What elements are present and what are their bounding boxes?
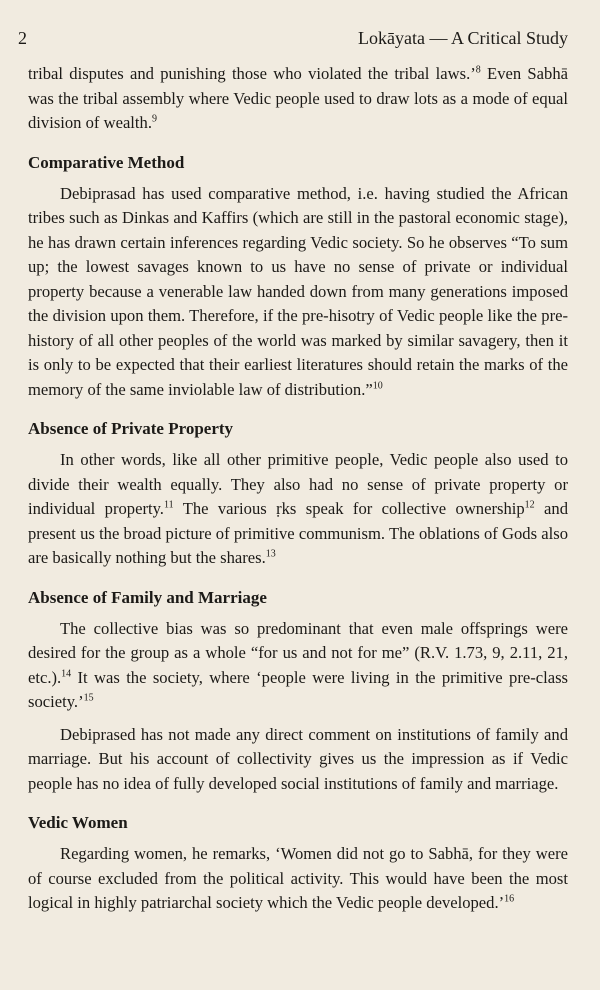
footnote-marker: 11: [163, 499, 174, 511]
footnote-marker: 8: [475, 64, 481, 76]
text-run: Debiprased has not made any direct comment on institutions of family and marriage. But his account of collectivity gives us the impression as if Vedic people has no idea of fully developed social institutions of family and marriage.: [28, 724, 568, 793]
paragraph: [28, 842, 568, 916]
text-run: Even Sabhā was the tribal assembly where Vedic people used to draw lots as a mode of equal division of wealth.: [28, 64, 568, 132]
paragraph: [28, 448, 568, 571]
footnote-marker: 10: [372, 379, 383, 391]
text-run: The collective bias was so predominant that even male offsprings were desired for the group as a whole “for us and not for me” (R.V. 1.73, 9, 2.11, 21, etc.).: [28, 618, 568, 687]
page-number: 2: [18, 28, 27, 48]
text-run: and present us the broad picture of primitive communism. The oblations of Gods also are basically nothing but the shares.: [28, 499, 568, 567]
running-header: [18, 28, 568, 49]
section-heading: Absence of Family and Marriage: [28, 587, 267, 607]
footnote-marker: 16: [504, 893, 515, 905]
footnote-marker: 14: [61, 667, 72, 679]
section-heading: Absence of Private Property: [28, 419, 234, 438]
text-run: The various ṛks speak for collective ownership: [173, 499, 525, 518]
page-body: [28, 62, 568, 916]
paragraph: [28, 723, 568, 797]
paragraph: [28, 62, 568, 136]
text-run: It was the society, where ‘people were living in the primitive pre-class society.’: [28, 667, 568, 711]
text-run: Debiprasad has used comparative method, i.e. having studied the African tribes such as Dinkas and Kaffirs (which are still in the pastoral economic stage), he has drawn certain inferences regarding Vedic society. So he observes “To sum up; the lowest savages known to us have no sense of private or individual property because a venerable law handed down from many generations imposed the division upon them. Therefore, if the pre-hisotry of Vedic people like the pre-history of all other peoples of the world was marked by similar savagery, then it is only to be expected that their earliest literatures should retain the marks of the memory of the same inviolable law of distribution.”: [28, 183, 568, 399]
paragraph: [28, 617, 568, 715]
text-run: tribal disputes and punishing those who violated the tribal laws.’: [28, 64, 476, 83]
text-run: In other words, like all other primitive people, Vedic people also used to divide their wealth equally. They also had no sense of private property or individual property.: [28, 450, 568, 518]
section-heading: Comparative Method: [28, 152, 185, 172]
footnote-marker: 13: [265, 548, 276, 560]
footnote-marker: 9: [151, 113, 157, 125]
footnote-marker: 12: [524, 499, 535, 511]
running-title: Lokāyata — A Critical Study: [358, 28, 568, 48]
paragraph: [28, 182, 568, 403]
section-heading: Vedic Women: [28, 813, 128, 832]
text-run: Regarding women, he remarks, ‘Women did not go to Sabhā, for they were of course excluded from the political activity. This would have been the most logical in highly patriarchal society which the Vedic people developed.’: [28, 844, 568, 912]
footnote-marker: 15: [83, 692, 94, 704]
